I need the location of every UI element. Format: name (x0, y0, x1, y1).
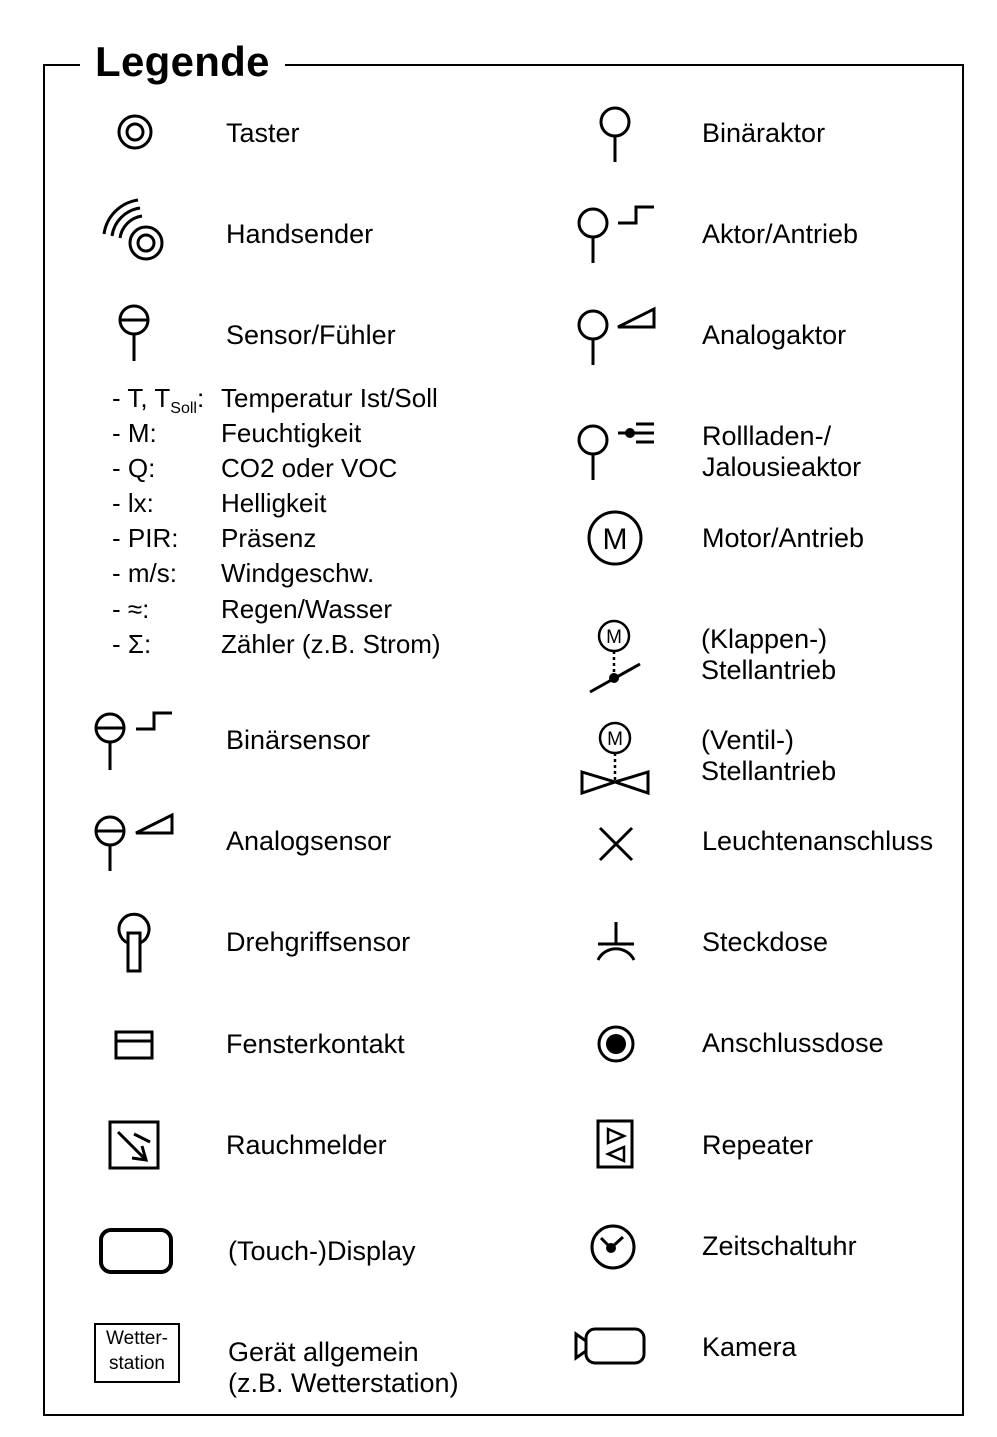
label-rauchmelder: Rauchmelder (226, 1130, 387, 1160)
sensor-code-desc: Feuchtigkeit (221, 418, 362, 448)
sensor-code-desc: Temperatur Ist/Soll (221, 383, 438, 413)
sensor-code-desc: Präsenz (221, 523, 317, 553)
sensor-code: - Σ: (112, 629, 152, 659)
actuator-drive-icon (574, 203, 660, 267)
label-ventil-1: (Ventil-) (701, 725, 795, 755)
label-analogsensor: Analogsensor (226, 826, 392, 856)
label-geraet-allgemein-1: Gerät allgemein (228, 1337, 419, 1367)
sensor-code-desc: Windgeschw. (221, 558, 375, 588)
smoke-detector-icon (106, 1118, 164, 1174)
sensor-code: - ≈: (112, 594, 150, 624)
damper-actuator-icon (586, 618, 646, 696)
touch-display-icon (97, 1226, 177, 1278)
timer-switch-icon (586, 1220, 642, 1276)
motor-glyph: M (602, 523, 628, 556)
rotary-handle-sensor-icon (115, 913, 155, 977)
label-klappen-2: Stellantrieb (701, 655, 837, 685)
light-outlet-icon (596, 824, 636, 864)
window-contact-icon (112, 1028, 158, 1064)
motor-icon (585, 508, 645, 568)
device-box-line2: station (109, 1353, 165, 1374)
sensor-code-desc: Zähler (z.B. Strom) (221, 629, 441, 659)
valve-actuator-icon (578, 720, 654, 798)
sensor-code-desc: CO2 oder VOC (221, 453, 398, 483)
sensor-icon (115, 303, 155, 363)
label-analogaktor: Analogaktor (702, 320, 847, 350)
sensor-code-desc: Helligkeit (221, 488, 327, 518)
label-leuchtenanschluss: Leuchtenanschluss (702, 826, 934, 856)
label-rollladen-2: Jalousieaktor (702, 452, 862, 482)
analog-actuator-icon (574, 303, 660, 367)
label-drehgriffsensor: Drehgriffsensor (226, 927, 411, 957)
sensor-code: - Q: (112, 453, 156, 483)
camera-icon (572, 1325, 652, 1369)
sensor-code: - lx: (112, 488, 154, 518)
label-binaersensor: Binärsensor (226, 725, 371, 755)
label-motor: Motor/Antrieb (702, 523, 865, 553)
label-display: (Touch-)Display (228, 1236, 416, 1266)
push-button-icon (110, 108, 160, 158)
sensor-code: - PIR: (112, 523, 179, 553)
label-geraet-allgemein-2: (z.B. Wetterstation) (228, 1368, 459, 1398)
remote-transmitter-icon (98, 196, 172, 270)
socket-icon (594, 920, 638, 964)
repeater-icon (594, 1117, 638, 1173)
label-klappen-1: (Klappen-) (701, 624, 828, 654)
label-repeater: Repeater (702, 1130, 814, 1160)
label-binaeraktor: Binäraktor (702, 118, 826, 148)
label-anschlussdose: Anschlussdose (702, 1028, 884, 1058)
label-kamera: Kamera (702, 1332, 797, 1362)
legend-frame (43, 64, 964, 1416)
label-ventil-2: Stellantrieb (701, 756, 837, 786)
label-fensterkontakt: Fensterkontakt (226, 1029, 405, 1059)
device-box-line1: Wetter- (106, 1328, 168, 1349)
sensor-code: - T, $T_{Soll}$: (112, 383, 205, 417)
analog-sensor-icon (92, 809, 176, 873)
sensor-code-desc: Regen/Wasser (221, 594, 392, 624)
label-taster: Taster (226, 118, 300, 148)
legend-title: Legende (80, 36, 285, 88)
binary-actuator-icon (596, 104, 636, 166)
binary-sensor-icon (92, 708, 176, 772)
shutter-actuator-icon (574, 418, 660, 484)
sensor-code: - M: (112, 418, 157, 448)
damper-motor-glyph: M (606, 627, 622, 648)
label-handsender: Handsender (226, 219, 374, 249)
junction-box-icon (595, 1023, 637, 1065)
sensor-code: - m/s: (112, 558, 177, 588)
label-steckdose: Steckdose (702, 927, 829, 957)
label-zeitschaltuhr: Zeitschaltuhr (702, 1231, 857, 1261)
generic-device-icon (94, 1323, 180, 1383)
label-aktor-antrieb: Aktor/Antrieb (702, 219, 859, 249)
valve-motor-glyph: M (607, 729, 623, 750)
label-rollladen-1: Rollladen-/ (702, 421, 832, 451)
label-sensor-fuehler: Sensor/Fühler (226, 320, 396, 350)
